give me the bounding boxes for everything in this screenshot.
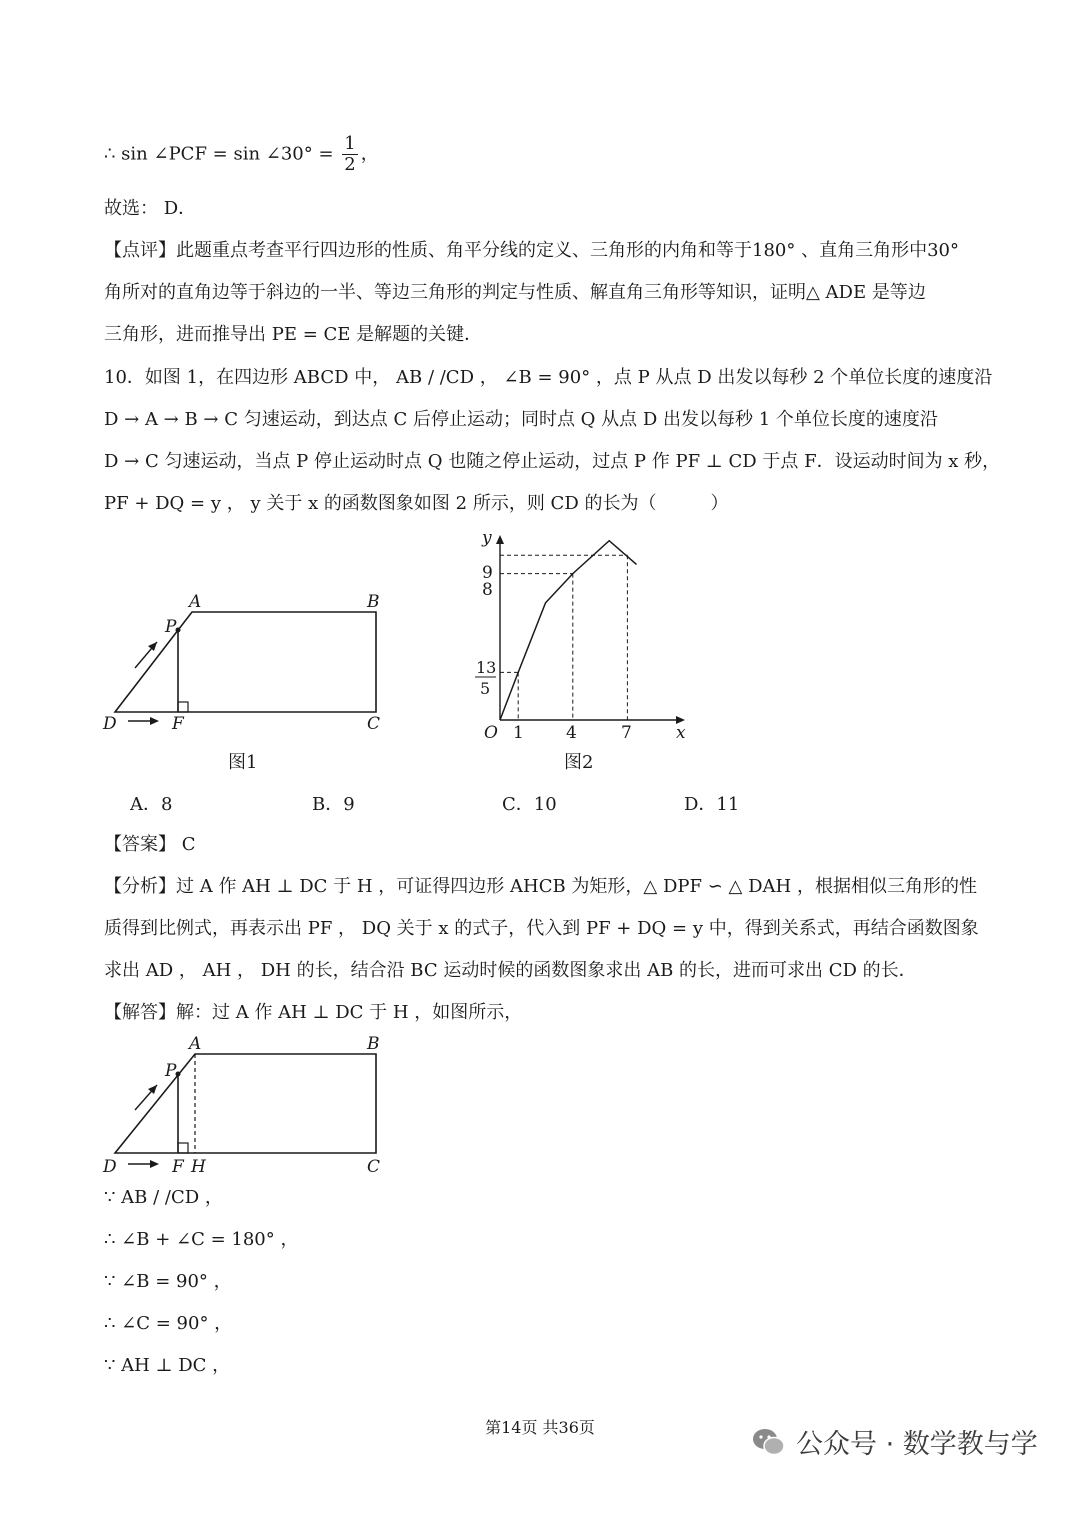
tick-x-1: 1	[513, 723, 524, 743]
option-c: C．10	[502, 794, 557, 815]
option-d: D．11	[684, 794, 740, 815]
fraction-numerator: 1	[344, 133, 356, 154]
question-line-3: D → C 匀速运动，当点 P 停止运动时点 Q 也随之停止运动，过点 P 作 PF ⊥ CD 于点 F．设运动时间为 x 秒，	[104, 451, 1001, 472]
figure-1-quadrilateral	[95, 585, 405, 780]
page-footer: 第14页 共36页	[485, 1418, 595, 1437]
step-5: ∵ AH ⊥ DC ，	[104, 1355, 231, 1376]
figure-2-caption: 图2	[564, 752, 594, 773]
step-3: ∵ ∠B = 90° ，	[104, 1271, 232, 1292]
label-B: B	[367, 592, 380, 612]
label-P: P	[165, 617, 177, 637]
analysis-line-3: 求出 AD ， AH ， DH 的长，结合沿 BC 运动时候的函数图象求出 AB 的长，进而可求出 CD 的长．	[104, 960, 917, 981]
label-D: D	[103, 714, 117, 734]
question-line-2: D → A → B → C 匀速运动，到达点 C 后停止运动；同时点 Q 从点 D 出发以每秒 1 个单位长度的速度沿	[104, 409, 938, 430]
formula-text: ∴ sin ∠PCF = sin ∠30° =	[104, 143, 334, 165]
tick-y-13-numerator: 13	[476, 658, 497, 677]
step-4: ∴ ∠C = 90° ，	[104, 1313, 233, 1334]
label-F: F	[172, 1157, 184, 1177]
question-line-4: PF + DQ = y ， y 关于 x 的函数图象如图 2 所示，则 CD 的长为（ ）	[104, 493, 729, 514]
analysis-line-1: 【分析】过 A 作 AH ⊥ DC 于 H ，可证得四边形 AHCB 为矩形，△ DPF ∽ △ DAH ，根据相似三角形的性	[104, 876, 977, 897]
label-C: C	[367, 1157, 381, 1177]
figure-1-caption: 图1	[228, 752, 258, 773]
function-curve	[500, 541, 637, 720]
fraction-one-half	[342, 134, 357, 175]
step-2: ∴ ∠B + ∠C = 180° ，	[104, 1229, 299, 1250]
answer-line: 【答案】 C	[104, 834, 196, 855]
formula-end: ，	[360, 143, 379, 165]
wechat-icon	[752, 1427, 786, 1457]
label-D: D	[103, 1157, 117, 1177]
choice-result: 故选： D．	[104, 198, 197, 219]
comment-line-2: 角所对的直角边等于斜边的一半、等边三角形的判定与性质、解直角三角形等知识，证明△ ADE 是等边	[104, 282, 926, 303]
label-H: H	[191, 1157, 206, 1177]
tick-y-5-denominator: 5	[480, 679, 491, 698]
watermark	[752, 1422, 1038, 1461]
y-axis-label: y	[482, 528, 492, 548]
question-line-1: 10．如图 1，在四边形 ABCD 中， AB / /CD ， ∠B = 90° ，点 P 从点 D 出发以每秒 2 个单位长度的速度沿	[104, 367, 993, 388]
option-a: A．8	[130, 794, 173, 815]
label-B: B	[367, 1034, 380, 1054]
step-1: ∵ AB / /CD ，	[104, 1187, 223, 1208]
label-A: A	[189, 1034, 202, 1054]
x-axis-label: x	[676, 723, 686, 743]
figure-2-graph	[470, 525, 695, 780]
formula-sin-line	[104, 134, 379, 175]
comment-line-1: 【点评】此题重点考查平行四边形的性质、角平分线的定义、三角形的内角和等于180° 、直角三角形中30°	[104, 240, 959, 261]
tick-y-8: 8	[482, 580, 493, 600]
figure-3-quadrilateral-with-height	[95, 1030, 405, 1180]
tick-x-4: 4	[566, 723, 577, 743]
fraction-denominator: 2	[344, 154, 356, 175]
analysis-line-2: 质得到比例式，再表示出 PF ， DQ 关于 x 的式子，代入到 PF + DQ = y 中，得到关系式，再结合函数图象	[104, 918, 979, 939]
label-F: F	[172, 714, 184, 734]
tick-x-7: 7	[621, 723, 632, 743]
label-C: C	[367, 714, 381, 734]
label-A: A	[189, 592, 202, 612]
option-b: B．9	[312, 794, 355, 815]
solution-intro: 【解答】解：过 A 作 AH ⊥ DC 于 H ，如图所示，	[104, 1002, 523, 1023]
watermark-text: 公众号 · 数学教与学	[796, 1429, 1038, 1460]
label-P: P	[165, 1061, 177, 1081]
tick-y-9: 9	[482, 563, 493, 583]
comment-line-3: 三角形，进而推导出 PE = CE 是解题的关键．	[104, 324, 483, 345]
origin-label: O	[484, 723, 498, 743]
